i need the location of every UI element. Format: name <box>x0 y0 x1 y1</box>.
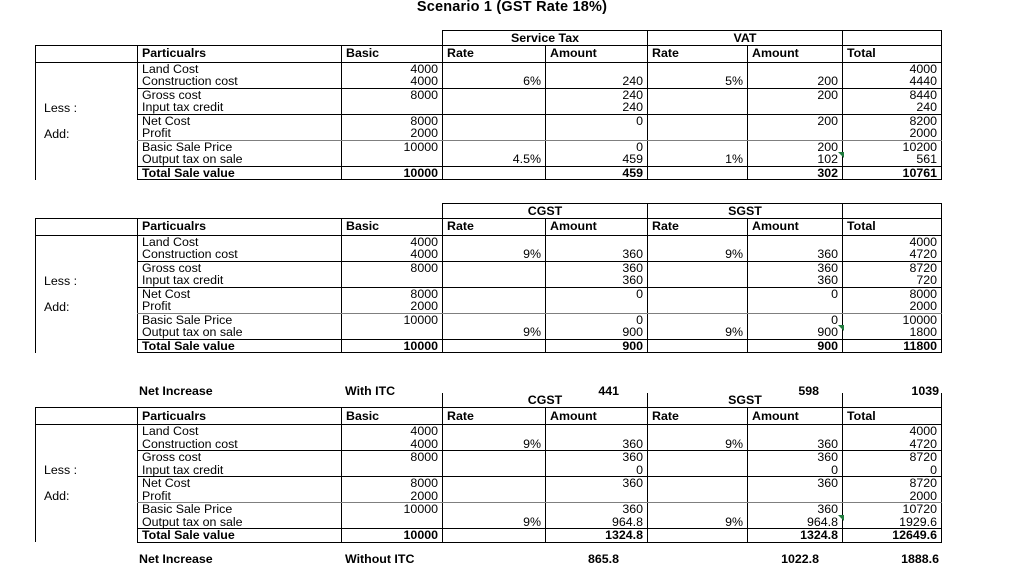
table-row <box>36 477 942 490</box>
col-header-total: Total <box>843 218 942 235</box>
cell-rate-left <box>443 166 546 180</box>
cell-total: 8000 <box>843 287 942 300</box>
cell-rate-right <box>648 425 748 438</box>
cell-amount-left <box>546 300 648 313</box>
side-label-add: Add: <box>44 489 70 503</box>
table-row <box>36 88 942 101</box>
cell-basic: 4000 <box>342 248 443 261</box>
table-row <box>36 261 942 274</box>
cell-rate-right <box>648 477 748 490</box>
cell-amount-right: 360 <box>748 477 843 490</box>
cell-rate-right <box>648 114 748 127</box>
cell-rate-left: 9% <box>443 326 546 339</box>
cell-total: 2000 <box>843 490 942 503</box>
cell-rate-right <box>648 261 748 274</box>
cell-amount-left: 0 <box>546 287 648 300</box>
cell-amount-left: 360 <box>546 261 648 274</box>
net-increase-label: Net Increase <box>139 552 213 566</box>
cell-amount-left: 1324.8 <box>546 529 648 543</box>
cell-basic <box>342 326 443 339</box>
cell-rate-right <box>648 101 748 114</box>
cell-rate-left <box>443 490 546 503</box>
cell-item: Profit <box>138 300 342 313</box>
cell-rate-left: 6% <box>443 75 546 88</box>
group-header-sgst: SGST <box>648 393 843 408</box>
cell-basic: 2000 <box>342 490 443 503</box>
cell-amount-right: 200 <box>748 114 843 127</box>
cell-amount-right: 1324.8 <box>748 529 843 543</box>
cell-amount-right: 0 <box>748 464 843 477</box>
cell-item: Basic Sale Price <box>138 503 342 516</box>
cell-rate-left <box>443 300 546 313</box>
cell-item: Profit <box>138 490 342 503</box>
table-column-header-row <box>36 45 942 62</box>
cell-total: 8720 <box>843 451 942 464</box>
cell-rate-left <box>443 451 546 464</box>
cell-item: Output tax on sale <box>138 153 342 166</box>
cell-amount-right: 102 <box>748 153 843 166</box>
cell-rate-right: 9% <box>648 326 748 339</box>
cell-total: 8720 <box>843 477 942 490</box>
col-header-basic: Basic <box>342 218 443 235</box>
cell-basic: 10000 <box>342 503 443 516</box>
net-increase-left-value: 865.8 <box>587 552 619 566</box>
cell-total: 4000 <box>843 425 942 438</box>
cell-amount-left: 360 <box>546 477 648 490</box>
cell-total: 11800 <box>843 339 942 353</box>
cell-rate-right: 9% <box>648 516 748 529</box>
col-header-total: Total <box>843 45 942 62</box>
cell-basic: 8000 <box>342 477 443 490</box>
cell-basic: 10000 <box>342 166 443 180</box>
side-label-cell <box>36 425 138 543</box>
cell-amount-left: 459 <box>546 166 648 180</box>
cell-item: Input tax credit <box>138 101 342 114</box>
cell-basic: 2000 <box>342 127 443 140</box>
cell-rate-left <box>443 503 546 516</box>
cell-basic: 8000 <box>342 287 443 300</box>
cell-rate-right <box>648 503 748 516</box>
cell-basic: 8000 <box>342 451 443 464</box>
table-row <box>36 114 942 127</box>
cell-amount-left <box>546 235 648 248</box>
cell-rate-left <box>443 313 546 326</box>
cell-amount-right <box>748 300 843 313</box>
cell-total: 0 <box>843 464 942 477</box>
col-header-rate-right: Rate <box>648 45 748 62</box>
cell-item: Construction cost <box>138 75 342 88</box>
table-row <box>36 313 942 326</box>
cell-total: 10720 <box>843 503 942 516</box>
cell-amount-right <box>748 127 843 140</box>
cell-total: 1800 <box>843 326 942 339</box>
cell-item: Net Cost <box>138 287 342 300</box>
cell-amount-left: 900 <box>546 326 648 339</box>
net-increase-label: Net Increase <box>139 384 213 398</box>
cell-rate-left <box>443 101 546 114</box>
cell-rate-right <box>648 127 748 140</box>
cell-total: 8720 <box>843 261 942 274</box>
cell-rate-left: 4.5% <box>443 153 546 166</box>
cell-item: Output tax on sale <box>138 516 342 529</box>
cell-rate-right <box>648 339 748 353</box>
table-row <box>36 235 942 248</box>
table-row <box>36 464 942 477</box>
cell-amount-left: 0 <box>546 114 648 127</box>
cell-amount-right: 200 <box>748 140 843 153</box>
col-header-particulars: Particualrs <box>138 408 342 425</box>
cell-amount-right: 360 <box>748 451 843 464</box>
cell-amount-right: 302 <box>748 166 843 180</box>
cell-amount-right <box>748 101 843 114</box>
cell-item: Total Sale value <box>138 166 342 180</box>
cell-rate-left: 9% <box>443 516 546 529</box>
cell-rate-right <box>648 62 748 75</box>
cell-rate-right <box>648 529 748 543</box>
cell-rate-left <box>443 235 546 248</box>
net-increase-total-value: 1039 <box>911 384 939 398</box>
cell-item: Total Sale value <box>138 529 342 543</box>
col-header-amount-right: Amount <box>748 408 843 425</box>
table-row <box>36 140 942 153</box>
cell-basic: 4000 <box>342 425 443 438</box>
cell-amount-left: 240 <box>546 75 648 88</box>
cell-rate-left: 9% <box>443 248 546 261</box>
col-header-amount-right: Amount <box>748 218 843 235</box>
group-header-service-tax: Service Tax <box>443 31 648 46</box>
cell-item: Net Cost <box>138 114 342 127</box>
comment-marker-icon <box>838 515 844 521</box>
cell-total: 720 <box>843 274 942 287</box>
net-increase-case: With ITC <box>345 384 396 398</box>
cell-amount-right: 360 <box>748 438 843 451</box>
cell-amount-right: 360 <box>748 503 843 516</box>
table-row <box>36 274 942 287</box>
cell-item: Land Cost <box>138 62 342 75</box>
group-header-cgst: CGST <box>443 204 648 219</box>
cell-item: Input tax credit <box>138 464 342 477</box>
col-header-rate-left: Rate <box>443 218 546 235</box>
net-increase-case: Without ITC <box>345 552 415 566</box>
cell-rate-right: 1% <box>648 153 748 166</box>
col-header-rate-left: Rate <box>443 408 546 425</box>
cell-total: 2000 <box>843 127 942 140</box>
table-gst-without-itc <box>35 393 942 543</box>
table-total-row <box>36 166 942 180</box>
cell-item: Gross cost <box>138 88 342 101</box>
cell-total: 10000 <box>843 313 942 326</box>
cell-total: 4720 <box>843 438 942 451</box>
cell-item: Output tax on sale <box>138 326 342 339</box>
cell-rate-right <box>648 274 748 287</box>
cell-rate-right <box>648 313 748 326</box>
cell-rate-left <box>443 114 546 127</box>
cell-rate-left <box>443 261 546 274</box>
cell-amount-left <box>546 62 648 75</box>
cell-rate-right <box>648 451 748 464</box>
cell-amount-right <box>748 490 843 503</box>
cell-rate-right: 5% <box>648 75 748 88</box>
col-header-rate-left: Rate <box>443 45 546 62</box>
table-row <box>36 300 942 313</box>
net-increase-total-value: 1888.6 <box>901 552 939 566</box>
cell-item: Land Cost <box>138 425 342 438</box>
comment-marker-icon <box>838 152 844 158</box>
col-header-basic: Basic <box>342 408 443 425</box>
cell-rate-left <box>443 287 546 300</box>
cell-amount-left: 360 <box>546 451 648 464</box>
table-group-header-row <box>36 204 942 219</box>
cell-item: Gross cost <box>138 451 342 464</box>
cell-basic: 8000 <box>342 114 443 127</box>
cell-amount-left: 459 <box>546 153 648 166</box>
cell-basic <box>342 101 443 114</box>
cell-amount-left <box>546 490 648 503</box>
cell-amount-left <box>546 425 648 438</box>
cell-basic: 2000 <box>342 300 443 313</box>
table-row <box>36 127 942 140</box>
table-row <box>36 326 942 339</box>
table-row <box>36 62 942 75</box>
cell-item: Construction cost <box>138 248 342 261</box>
cell-item: Profit <box>138 127 342 140</box>
table-gst-with-itc <box>35 203 942 353</box>
cell-amount-right: 200 <box>748 75 843 88</box>
table-row <box>36 516 942 529</box>
comment-marker-icon <box>838 325 844 331</box>
cell-total: 10761 <box>843 166 942 180</box>
table-row <box>36 75 942 88</box>
cell-total: 12649.6 <box>843 529 942 543</box>
cell-amount-right: 200 <box>748 88 843 101</box>
cell-total: 240 <box>843 101 942 114</box>
cell-amount-left <box>546 127 648 140</box>
cell-amount-left: 360 <box>546 438 648 451</box>
cell-rate-right <box>648 88 748 101</box>
side-label-cell <box>36 62 138 180</box>
cell-basic <box>342 516 443 529</box>
cell-total: 4000 <box>843 235 942 248</box>
col-header-amount-right: Amount <box>748 45 843 62</box>
side-label-less: Less : <box>44 273 78 288</box>
cell-rate-left <box>443 88 546 101</box>
col-header-total: Total <box>843 408 942 425</box>
cell-item: Basic Sale Price <box>138 140 342 153</box>
net-increase-right-value: 598 <box>798 384 819 398</box>
net-increase-left-value: 441 <box>598 384 619 398</box>
cell-amount-left: 0 <box>546 140 648 153</box>
table-column-header-row <box>36 218 942 235</box>
cell-basic <box>342 464 443 477</box>
cell-total: 4440 <box>843 75 942 88</box>
cell-rate-right <box>648 166 748 180</box>
cell-item: Total Sale value <box>138 339 342 353</box>
col-header-rate-right: Rate <box>648 218 748 235</box>
table-total-row <box>36 529 942 543</box>
cell-rate-left <box>443 274 546 287</box>
cell-amount-left: 964.8 <box>546 516 648 529</box>
cell-rate-right <box>648 235 748 248</box>
cell-item: Input tax credit <box>138 274 342 287</box>
col-header-particulars: Particualrs <box>138 218 342 235</box>
side-label-cell <box>36 235 138 353</box>
table-column-header-row <box>36 408 942 425</box>
cell-rate-left <box>443 339 546 353</box>
table-row <box>36 425 942 438</box>
cell-total: 2000 <box>843 300 942 313</box>
table-row <box>36 438 942 451</box>
cell-total: 4000 <box>843 62 942 75</box>
cell-amount-left: 900 <box>546 339 648 353</box>
cell-rate-left <box>443 140 546 153</box>
col-header-rate-right: Rate <box>648 408 748 425</box>
cell-total: 8200 <box>843 114 942 127</box>
cell-item: Construction cost <box>138 438 342 451</box>
cell-rate-right <box>648 287 748 300</box>
cell-rate-left: 9% <box>443 438 546 451</box>
col-header-amount-left: Amount <box>546 408 648 425</box>
cell-item: Land Cost <box>138 235 342 248</box>
cell-rate-left <box>443 62 546 75</box>
cell-basic: 10000 <box>342 313 443 326</box>
cell-basic: 8000 <box>342 88 443 101</box>
cell-rate-right: 9% <box>648 438 748 451</box>
cell-basic: 10000 <box>342 140 443 153</box>
group-header-sgst: SGST <box>648 204 843 219</box>
cell-rate-right <box>648 490 748 503</box>
cell-rate-left <box>443 425 546 438</box>
cell-basic: 4000 <box>342 438 443 451</box>
cell-amount-left: 360 <box>546 274 648 287</box>
side-label-less: Less : <box>44 463 78 477</box>
cell-rate-left <box>443 127 546 140</box>
cell-basic: 10000 <box>342 529 443 543</box>
side-label-add: Add: <box>44 126 70 141</box>
cell-amount-right: 0 <box>748 287 843 300</box>
cell-amount-right <box>748 62 843 75</box>
cell-rate-right <box>648 300 748 313</box>
table-row <box>36 451 942 464</box>
cell-basic: 4000 <box>342 235 443 248</box>
cell-basic: 4000 <box>342 62 443 75</box>
side-label-add: Add: <box>44 299 70 314</box>
cell-amount-right <box>748 425 843 438</box>
cell-rate-right <box>648 464 748 477</box>
net-increase-right-value: 1022.8 <box>781 552 819 566</box>
cell-rate-left <box>443 477 546 490</box>
cell-total: 561 <box>843 153 942 166</box>
table-group-header-row <box>36 393 942 408</box>
cell-amount-right: 900 <box>748 339 843 353</box>
table-row <box>36 287 942 300</box>
cell-basic: 10000 <box>342 339 443 353</box>
table-row <box>36 101 942 114</box>
col-header-amount-left: Amount <box>546 45 648 62</box>
cell-item: Gross cost <box>138 261 342 274</box>
cell-rate-left <box>443 464 546 477</box>
cell-basic <box>342 274 443 287</box>
page-title: Scenario 1 (GST Rate 18%) <box>416 0 608 15</box>
group-header-vat: VAT <box>648 31 843 46</box>
cell-item: Basic Sale Price <box>138 313 342 326</box>
cell-rate-right: 9% <box>648 248 748 261</box>
col-header-amount-left: Amount <box>546 218 648 235</box>
table-row <box>36 490 942 503</box>
cell-amount-left: 240 <box>546 101 648 114</box>
col-header-particulars: Particualrs <box>138 45 342 62</box>
cell-amount-right: 900 <box>748 326 843 339</box>
table-service-tax-vat <box>35 30 942 180</box>
col-header-basic: Basic <box>342 45 443 62</box>
cell-amount-right: 964.8 <box>748 516 843 529</box>
side-label-less: Less : <box>44 100 78 115</box>
cell-amount-right: 0 <box>748 313 843 326</box>
cell-amount-left: 0 <box>546 313 648 326</box>
table-row <box>36 153 942 166</box>
cell-total: 8440 <box>843 88 942 101</box>
cell-amount-right: 360 <box>748 248 843 261</box>
table-row <box>36 503 942 516</box>
cell-amount-right <box>748 235 843 248</box>
cell-amount-right: 360 <box>748 261 843 274</box>
cell-amount-left: 0 <box>546 464 648 477</box>
cell-amount-left: 360 <box>546 248 648 261</box>
cell-rate-right <box>648 140 748 153</box>
table-group-header-row <box>36 31 942 46</box>
group-header-cgst: CGST <box>443 393 648 408</box>
table-row <box>36 248 942 261</box>
cell-rate-left <box>443 529 546 543</box>
cell-item: Net Cost <box>138 477 342 490</box>
cell-amount-left: 360 <box>546 503 648 516</box>
cell-amount-left: 240 <box>546 88 648 101</box>
table-total-row <box>36 339 942 353</box>
cell-amount-right: 360 <box>748 274 843 287</box>
cell-basic: 4000 <box>342 75 443 88</box>
cell-basic: 8000 <box>342 261 443 274</box>
cell-total: 1929.6 <box>843 516 942 529</box>
cell-basic <box>342 153 443 166</box>
cell-total: 10200 <box>843 140 942 153</box>
cell-total: 4720 <box>843 248 942 261</box>
